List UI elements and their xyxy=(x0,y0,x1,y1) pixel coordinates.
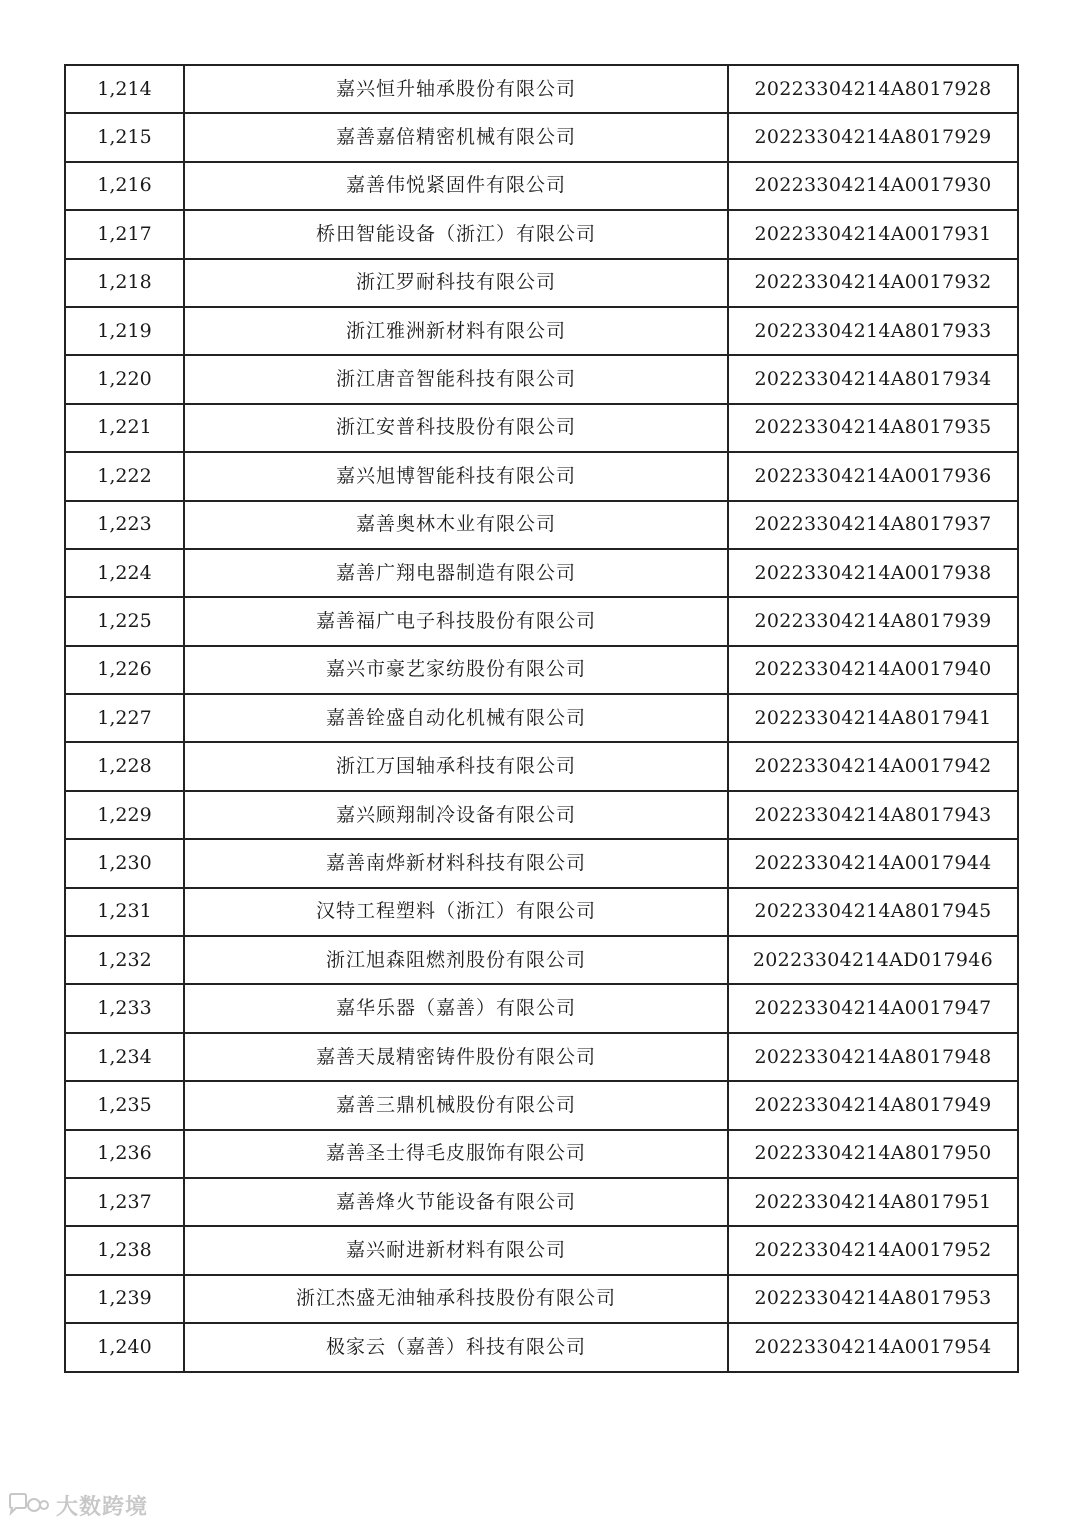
registration-code-cell: 20223304214A8017935 xyxy=(728,404,1018,452)
registration-code-cell: 20223304214A8017928 xyxy=(728,65,1018,113)
company-name-cell: 嘉兴市豪艺家纺股份有限公司 xyxy=(184,646,728,694)
table-row xyxy=(65,888,1018,936)
row-index-cell: 1,239 xyxy=(65,1275,184,1323)
registration-code-cell: 20223304214A0017947 xyxy=(728,984,1018,1032)
company-name-cell: 桥田智能设备（浙江）有限公司 xyxy=(184,210,728,258)
watermark xyxy=(6,1491,148,1519)
table-row xyxy=(65,1033,1018,1081)
table-row xyxy=(65,1275,1018,1323)
row-index-cell: 1,218 xyxy=(65,259,184,307)
company-name-cell: 嘉善南烨新材料科技有限公司 xyxy=(184,839,728,887)
table-row xyxy=(65,1226,1018,1274)
registration-code-cell: 20223304214A8017933 xyxy=(728,307,1018,355)
table-row xyxy=(65,259,1018,307)
row-index-cell: 1,226 xyxy=(65,646,184,694)
table-row xyxy=(65,1081,1018,1129)
company-name-cell: 嘉兴顾翔制冷设备有限公司 xyxy=(184,791,728,839)
row-index-cell: 1,238 xyxy=(65,1226,184,1274)
company-name-cell: 嘉华乐器（嘉善）有限公司 xyxy=(184,984,728,1032)
company-name-cell: 嘉善伟悦紧固件有限公司 xyxy=(184,162,728,210)
row-index-cell: 1,232 xyxy=(65,936,184,984)
table-row xyxy=(65,597,1018,645)
row-index-cell: 1,230 xyxy=(65,839,184,887)
registration-code-cell: 20223304214A8017945 xyxy=(728,888,1018,936)
company-name-cell: 浙江唐音智能科技有限公司 xyxy=(184,355,728,403)
registration-code-cell: 20223304214A0017930 xyxy=(728,162,1018,210)
row-index-cell: 1,224 xyxy=(65,549,184,597)
chat-bubble-logo-icon xyxy=(6,1492,50,1518)
registration-code-cell: 20223304214A0017940 xyxy=(728,646,1018,694)
registration-code-cell: 20223304214A0017932 xyxy=(728,259,1018,307)
registration-code-cell: 20223304214A8017948 xyxy=(728,1033,1018,1081)
row-index-cell: 1,237 xyxy=(65,1178,184,1226)
company-name-cell: 嘉善福广电子科技股份有限公司 xyxy=(184,597,728,645)
company-name-cell: 浙江杰盛无油轴承科技股份有限公司 xyxy=(184,1275,728,1323)
row-index-cell: 1,220 xyxy=(65,355,184,403)
company-name-cell: 汉特工程塑料（浙江）有限公司 xyxy=(184,888,728,936)
row-index-cell: 1,216 xyxy=(65,162,184,210)
table-row xyxy=(65,936,1018,984)
registration-code-cell: 20223304214A0017954 xyxy=(728,1323,1018,1371)
company-name-cell: 浙江旭森阻燃剂股份有限公司 xyxy=(184,936,728,984)
registration-code-cell: 20223304214A0017942 xyxy=(728,742,1018,790)
table-row xyxy=(65,1178,1018,1226)
registration-code-cell: 20223304214A8017943 xyxy=(728,791,1018,839)
row-index-cell: 1,217 xyxy=(65,210,184,258)
registration-code-cell: 20223304214A8017950 xyxy=(728,1130,1018,1178)
table-row xyxy=(65,404,1018,452)
registration-code-cell: 20223304214A0017931 xyxy=(728,210,1018,258)
registration-code-cell: 20223304214A0017936 xyxy=(728,452,1018,500)
row-index-cell: 1,240 xyxy=(65,1323,184,1371)
table-row xyxy=(65,1130,1018,1178)
company-name-cell: 嘉善烽火节能设备有限公司 xyxy=(184,1178,728,1226)
table-row xyxy=(65,839,1018,887)
row-index-cell: 1,233 xyxy=(65,984,184,1032)
table-row xyxy=(65,549,1018,597)
registration-code-cell: 20223304214A8017951 xyxy=(728,1178,1018,1226)
company-name-cell: 极家云（嘉善）科技有限公司 xyxy=(184,1323,728,1371)
registration-code-cell: 20223304214A8017953 xyxy=(728,1275,1018,1323)
company-name-cell: 浙江雅洲新材料有限公司 xyxy=(184,307,728,355)
row-index-cell: 1,221 xyxy=(65,404,184,452)
company-name-cell: 浙江罗耐科技有限公司 xyxy=(184,259,728,307)
registration-code-cell: 20223304214A0017938 xyxy=(728,549,1018,597)
row-index-cell: 1,223 xyxy=(65,501,184,549)
registration-code-cell: 20223304214A8017929 xyxy=(728,113,1018,161)
row-index-cell: 1,235 xyxy=(65,1081,184,1129)
company-name-cell: 嘉善嘉倍精密机械有限公司 xyxy=(184,113,728,161)
registration-code-cell: 20223304214A0017952 xyxy=(728,1226,1018,1274)
table-row xyxy=(65,452,1018,500)
registration-code-cell: 20223304214A8017937 xyxy=(728,501,1018,549)
table-row xyxy=(65,307,1018,355)
table-row xyxy=(65,791,1018,839)
row-index-cell: 1,229 xyxy=(65,791,184,839)
registration-code-cell: 20223304214A8017934 xyxy=(728,355,1018,403)
table-row xyxy=(65,694,1018,742)
registration-code-cell: 20223304214A8017941 xyxy=(728,694,1018,742)
company-name-cell: 浙江万国轴承科技有限公司 xyxy=(184,742,728,790)
table-row xyxy=(65,210,1018,258)
company-name-cell: 浙江安普科技股份有限公司 xyxy=(184,404,728,452)
company-name-cell: 嘉善奥林木业有限公司 xyxy=(184,501,728,549)
row-index-cell: 1,227 xyxy=(65,694,184,742)
table-row xyxy=(65,1323,1018,1371)
row-index-cell: 1,228 xyxy=(65,742,184,790)
table-row xyxy=(65,501,1018,549)
row-index-cell: 1,214 xyxy=(65,65,184,113)
row-index-cell: 1,222 xyxy=(65,452,184,500)
row-index-cell: 1,231 xyxy=(65,888,184,936)
company-name-cell: 嘉兴恒升轴承股份有限公司 xyxy=(184,65,728,113)
company-name-cell: 嘉善天晟精密铸件股份有限公司 xyxy=(184,1033,728,1081)
watermark-text: 大数跨境 xyxy=(56,1494,149,1520)
row-index-cell: 1,215 xyxy=(65,113,184,161)
table-row xyxy=(65,65,1018,113)
registry-table-body xyxy=(65,65,1018,1372)
row-index-cell: 1,236 xyxy=(65,1130,184,1178)
table-row xyxy=(65,162,1018,210)
table-row xyxy=(65,646,1018,694)
row-index-cell: 1,219 xyxy=(65,307,184,355)
registration-code-cell: 20223304214A8017949 xyxy=(728,1081,1018,1129)
row-index-cell: 1,225 xyxy=(65,597,184,645)
company-name-cell: 嘉兴旭博智能科技有限公司 xyxy=(184,452,728,500)
company-name-cell: 嘉善圣士得毛皮服饰有限公司 xyxy=(184,1130,728,1178)
table-row xyxy=(65,113,1018,161)
company-name-cell: 嘉兴耐进新材料有限公司 xyxy=(184,1226,728,1274)
company-registry-table xyxy=(64,64,1019,1373)
table-row xyxy=(65,742,1018,790)
table-row xyxy=(65,984,1018,1032)
table-row xyxy=(65,355,1018,403)
company-name-cell: 嘉善铨盛自动化机械有限公司 xyxy=(184,694,728,742)
row-index-cell: 1,234 xyxy=(65,1033,184,1081)
registration-code-cell: 20223304214A8017939 xyxy=(728,597,1018,645)
registration-code-cell: 20223304214AD017946 xyxy=(728,936,1018,984)
registration-code-cell: 20223304214A0017944 xyxy=(728,839,1018,887)
company-name-cell: 嘉善三鼎机械股份有限公司 xyxy=(184,1081,728,1129)
company-name-cell: 嘉善广翔电器制造有限公司 xyxy=(184,549,728,597)
